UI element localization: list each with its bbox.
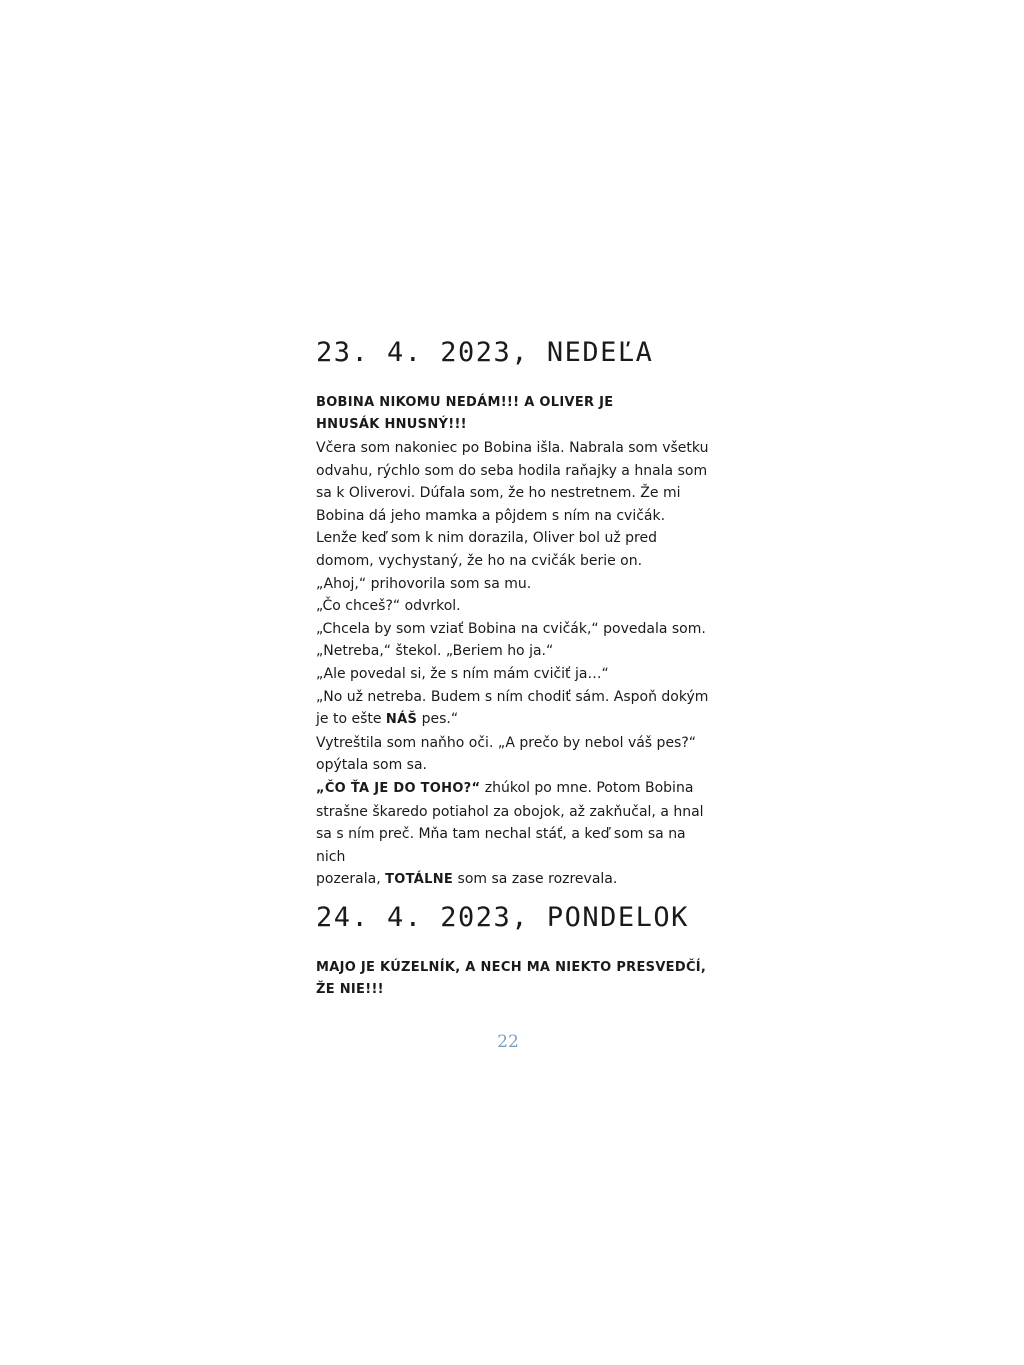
page-number: 22 <box>497 1032 519 1052</box>
diary-entry-2 <box>316 903 716 933</box>
body-line: „Chcela by som vziať Bobina na cvičák,“ povedala som. <box>316 620 706 637</box>
text-segment: som sa zase rozrevala. <box>453 871 618 888</box>
body-line: strašne škaredo potiahol za obojok, až zakňučal, a hnal <box>316 803 704 820</box>
entry-1-body <box>316 437 716 892</box>
text-segment: pes.“ <box>417 711 459 728</box>
entry-subtitle: MAJO JE KÚZELNÍK, A NECH MA NIEKTO PRESVEDČÍ, <box>316 960 707 975</box>
entry-1-subtitle-block <box>316 392 676 436</box>
body-line: „Ahoj,“ prihovorila som sa mu. <box>316 575 532 592</box>
body-line: Bobina dá jeho mamka a pôjdem s ním na cvičák. <box>316 507 666 524</box>
text-segment: zhúkol po mne. Potom Bobina <box>480 779 694 796</box>
body-line <box>316 777 716 801</box>
body-line <box>316 708 716 732</box>
body-line: Vytreštila som naňho oči. „A prečo by nebol váš pes?“ <box>316 734 697 751</box>
entry-date-heading: 24. 4. 2023, PONDELOK <box>316 902 689 933</box>
entry-subtitle: BOBINA NIKOMU NEDÁM!!! A OLIVER JE HNUSÁK HNUSNÝ!!! <box>316 395 614 432</box>
entry-date-heading: 23. 4. 2023, NEDEĽA <box>316 337 654 368</box>
body-line: „Netreba,“ štekol. „Beriem ho ja.“ <box>316 643 554 660</box>
body-line: „No už netreba. Budem s ním chodiť sám. Aspoň dokým <box>316 688 709 705</box>
entry-subtitle: ŽE NIE!!! <box>316 982 384 997</box>
emphasis-text: „ČO ŤA JE DO TOHO?“ <box>316 780 481 796</box>
entry-2-subtitle-block <box>316 957 716 1001</box>
emphasis-text: NÁŠ <box>385 712 418 728</box>
text-segment: pozerala, <box>316 871 386 888</box>
body-line <box>316 868 716 892</box>
body-line: „Ale povedal si, že s ním mám cvičiť ja…“ <box>316 665 609 682</box>
body-line: sa k Oliverovi. Dúfala som, že ho nestretnem. Že mi <box>316 485 681 502</box>
text-segment: je to ešte <box>316 711 386 728</box>
body-line: odvahu, rýchlo som do seba hodila raňajky a hnala som <box>316 462 708 479</box>
body-line: domom, vychystaný, že ho na cvičák berie on. <box>316 552 643 569</box>
body-line: sa s ním preč. Mňa tam nechal stáť, a keď som sa na nich <box>316 826 686 865</box>
body-line: opýtala som sa. <box>316 757 427 774</box>
emphasis-text: TOTÁLNE <box>385 872 454 888</box>
diary-entry-1 <box>316 338 716 368</box>
body-line: Lenže keď som k nim dorazila, Oliver bol už pred <box>316 530 657 547</box>
body-line: „Čo chceš?“ odvrkol. <box>316 598 461 615</box>
body-line: Včera som nakoniec po Bobina išla. Nabrala som všetku <box>316 440 709 456</box>
